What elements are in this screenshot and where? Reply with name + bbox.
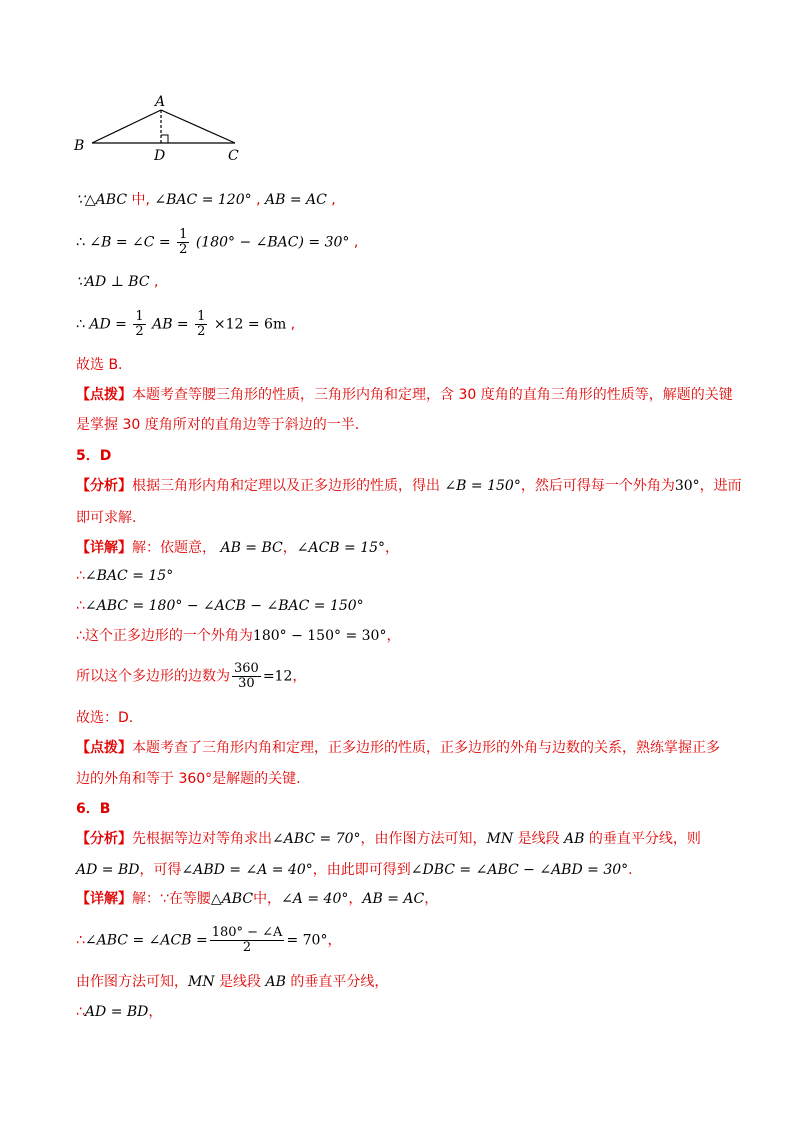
- fraction: [210, 926, 285, 955]
- red-text: 中,: [131, 192, 150, 208]
- tip-text: 本题考查等腰三角形的性质，三角形内角和定理，含 30 度角的直角三角形的性质等，解题的关键: [132, 387, 733, 403]
- choice-line-1: 故选 B.: [76, 357, 123, 373]
- fraction-denominator: 2: [135, 324, 144, 339]
- math-text: AB =: [152, 316, 189, 333]
- detail-tag: 【详解】: [76, 540, 132, 556]
- step-6-3: [76, 1002, 162, 1022]
- math-text: AD = BD: [84, 1004, 149, 1020]
- red-text: 是线段: [513, 831, 565, 847]
- fraction-numerator: 1: [179, 227, 188, 242]
- red-text: ，: [386, 628, 401, 644]
- red-text: ∴这个正多边形的一个外角为: [76, 628, 253, 644]
- tip-1-line-1: [76, 385, 733, 405]
- math-text: MN: [188, 974, 215, 990]
- math-text: ∠ACB = 15°: [296, 540, 386, 556]
- fraction-numerator: 1: [197, 309, 206, 324]
- red-text: ，: [148, 1004, 163, 1020]
- analysis-6-line-1: [76, 829, 701, 849]
- solution-line-3: [76, 272, 158, 292]
- red-text: 解：∵在等腰: [132, 891, 211, 907]
- red-text: 根据三角形内角和定理以及正多边形的性质，得出: [132, 478, 440, 494]
- math-text: ∠DBC = ∠ABC − ∠ABD = 30°: [410, 862, 629, 878]
- solution-line-4: [76, 310, 295, 339]
- math-text: AB = AC: [362, 891, 425, 907]
- math-text: AB = BC: [220, 540, 283, 556]
- fraction: [195, 310, 207, 339]
- math-text: ∠B = 150°: [444, 478, 521, 494]
- math-text: AD = BD: [76, 862, 140, 878]
- therefore-symbol: ∴: [76, 568, 85, 584]
- right-angle-mark: [161, 135, 168, 143]
- red-text: ，: [292, 668, 307, 685]
- detail-tag: 【详解】: [76, 891, 132, 907]
- detail-6-line-1: [76, 889, 438, 909]
- red-text: ,: [331, 192, 336, 208]
- math-text: ∠BAC = 15°: [84, 568, 174, 584]
- fraction-denominator: 30: [238, 676, 255, 691]
- red-text: ，: [327, 932, 342, 949]
- step-5-2: [76, 596, 364, 616]
- math-text: ∵△ABC: [76, 192, 128, 208]
- red-text: 中，: [253, 891, 282, 907]
- red-text: 是线段: [214, 974, 266, 990]
- step-5-3: [76, 626, 400, 646]
- analysis-6-line-2: [76, 860, 633, 880]
- math-text: △ABC: [210, 891, 254, 907]
- math-text: = 70°: [286, 932, 328, 949]
- math-text: 180° − 150° = 30°: [252, 628, 387, 644]
- math-text: ∠BAC = 120°: [154, 192, 252, 208]
- label-c: C: [228, 148, 239, 164]
- fraction-denominator: 2: [197, 324, 206, 339]
- red-text: 先根据等边对等角求出: [132, 831, 272, 847]
- fraction: [177, 228, 189, 257]
- solution-line-1: [76, 190, 336, 210]
- red-text: ,: [353, 234, 359, 251]
- triangle-diagram: [70, 90, 260, 170]
- tip-text: 本题考查了三角形内角和定理，正多边形的性质，正多边形的外角与边数的关系，熟练掌握正多: [132, 740, 720, 756]
- detail-5-line-1: [76, 538, 399, 558]
- tip-tag: 【点拨】: [76, 387, 132, 403]
- math-text: ∠ABC = 180° − ∠ACB − ∠BAC = 150°: [84, 598, 364, 614]
- red-text: 解：依题意，: [132, 540, 216, 556]
- tip-tag: 【点拨】: [76, 740, 132, 756]
- red-text: ，: [424, 891, 439, 907]
- red-text: ，: [348, 891, 363, 907]
- math-text: =12: [262, 668, 293, 685]
- tip-2-line-2: 边的外角和等于 360°是解题的关键.: [76, 771, 301, 787]
- math-text: AB: [265, 974, 286, 990]
- red-text: 由作图方法可知，: [76, 974, 188, 990]
- red-text: ，: [385, 540, 400, 556]
- solution-line-2: [76, 228, 358, 257]
- red-text: ，可得: [139, 862, 182, 878]
- analysis-5-line-2: 即可求解.: [76, 510, 137, 526]
- choice-line-2: 故选：D.: [76, 710, 134, 726]
- fraction-denominator: 2: [179, 242, 188, 257]
- red-text: ,: [290, 316, 296, 333]
- tip-2-line-1: [76, 738, 720, 758]
- question-6-answer: 6．B: [76, 801, 111, 817]
- red-text: 的垂直平分线，则: [584, 831, 701, 847]
- therefore-symbol: ∴: [76, 598, 85, 614]
- fraction-numerator: 360: [234, 661, 259, 676]
- math-text: AD =: [89, 316, 127, 333]
- fraction: [133, 310, 145, 339]
- triangle-figure: [70, 90, 260, 174]
- math-text: ∠ABC = 70°: [272, 831, 361, 847]
- therefore-symbol: ∴: [76, 316, 85, 333]
- red-text: ，由此即可得到: [312, 862, 411, 878]
- red-text: ，由作图方法可知，: [360, 831, 487, 847]
- analysis-tag: 【分析】: [76, 831, 132, 847]
- segment-ac: [161, 110, 235, 143]
- label-d: D: [154, 148, 166, 164]
- math-text: AB: [564, 831, 585, 847]
- step-6-1: [76, 926, 341, 955]
- tip-1-line-2: 是掌握 30 度角所对的直角边等于斜边的一半.: [76, 417, 360, 433]
- label-a: A: [155, 94, 166, 110]
- math-text: ×12 = 6m: [213, 316, 287, 333]
- math-text: ∠ABD = ∠A = 40°: [181, 862, 313, 878]
- red-text: ，然后可得每一个外角为: [520, 478, 675, 494]
- red-text: ,: [256, 192, 261, 208]
- red-text: 的垂直平分线，: [285, 974, 389, 990]
- step-5-1: [76, 566, 173, 586]
- label-b: B: [74, 138, 85, 154]
- math-text: ∠A = 40°: [281, 891, 349, 907]
- fraction-numerator: 1: [135, 309, 144, 324]
- therefore-symbol: ∴: [76, 234, 85, 251]
- step-6-2: [76, 972, 388, 992]
- math-text: MN: [486, 831, 514, 847]
- red-text: ,: [154, 274, 159, 290]
- red-text: ，: [282, 540, 297, 556]
- red-text: ，进而: [699, 478, 742, 494]
- fraction-denominator: 2: [242, 940, 252, 955]
- step-5-4: [76, 662, 306, 691]
- red-text: 所以这个多边形的边数为: [76, 668, 230, 685]
- math-text: ∠ABC = ∠ACB =: [84, 932, 208, 949]
- segment-ab: [92, 110, 161, 143]
- analysis-tag: 【分析】: [76, 478, 132, 494]
- math-text: AB = AC: [264, 192, 327, 208]
- red-text: .: [628, 862, 633, 878]
- math-text: ∵AD ⊥ BC: [76, 274, 150, 290]
- fraction: [232, 662, 261, 691]
- math-text: (180° − ∠BAC) = 30°: [195, 234, 350, 251]
- math-text: ∠B = ∠C =: [89, 234, 171, 251]
- math-text: 30°: [674, 478, 700, 494]
- therefore-symbol: ∴: [76, 932, 85, 949]
- analysis-5-line-1: [76, 476, 742, 496]
- question-5-answer: 5．D: [76, 448, 112, 464]
- fraction-numerator: 180° − ∠A: [211, 925, 283, 940]
- therefore-symbol: ∴: [76, 1004, 85, 1020]
